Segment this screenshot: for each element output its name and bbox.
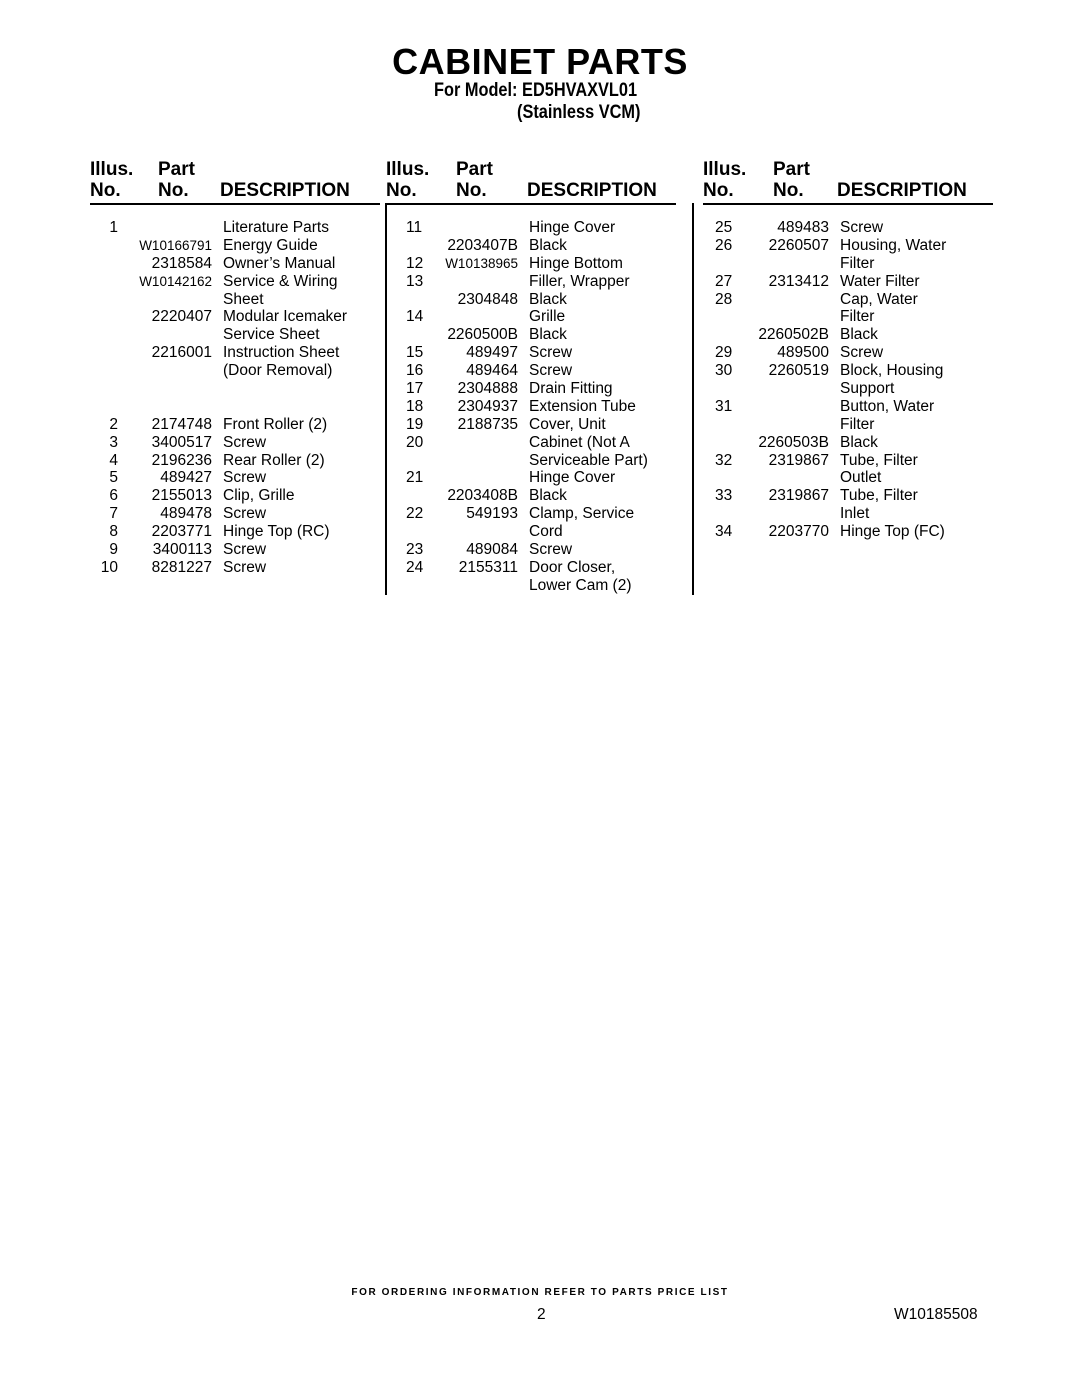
table-row (386, 308, 676, 326)
header-description: DESCRIPTION (220, 180, 350, 201)
table-row (90, 219, 380, 237)
table-row (703, 291, 993, 309)
part-description: Black (840, 433, 878, 451)
header-part: Part (456, 159, 493, 180)
table-row (386, 291, 676, 309)
part-description: Service Sheet (223, 326, 320, 344)
part-description: Filter (840, 254, 875, 272)
part-number: W10142162 (139, 273, 212, 289)
part-number: 2318584 (151, 254, 212, 272)
part-number: 2260502B (758, 326, 829, 344)
part-number: 3400113 (152, 541, 212, 559)
part-description: Modular Icemaker (223, 308, 348, 326)
illus-number: 26 (715, 236, 733, 254)
table-row (90, 434, 380, 452)
column-header (386, 157, 676, 205)
header-part-no: No. (773, 180, 804, 201)
table-row (386, 505, 676, 523)
part-description: (Door Removal) (223, 362, 333, 380)
part-description: Support (840, 380, 895, 398)
part-description: Hinge Top (FC) (840, 523, 945, 541)
part-description: Filter (840, 308, 875, 326)
part-description: Clip, Grille (223, 487, 295, 505)
table-row (90, 398, 380, 416)
part-description: Hinge Bottom (529, 254, 623, 272)
table-row (90, 469, 380, 487)
part-number: 2203771 (151, 523, 212, 541)
part-description: Clamp, Service (529, 505, 635, 523)
illus-number: 33 (715, 487, 733, 505)
part-number: 489500 (777, 344, 829, 362)
part-number: 2203408B (447, 487, 518, 505)
parts-column-1 (90, 157, 380, 577)
illus-number: 9 (109, 541, 118, 559)
illus-number: 28 (715, 290, 733, 308)
table-row (90, 487, 380, 505)
part-number: 2304888 (457, 380, 518, 398)
part-description: Instruction Sheet (223, 344, 340, 362)
part-description: Screw (223, 433, 267, 451)
parts-column-2 (386, 157, 676, 595)
part-number: 2304937 (457, 397, 518, 415)
part-description: Cap, Water (840, 290, 918, 308)
part-number: 2319867 (768, 487, 829, 505)
table-row (386, 416, 676, 434)
table-row (386, 577, 676, 595)
model-subtitle: For Model: ED5HVAXVL01 (434, 80, 638, 101)
illus-number: 15 (406, 344, 424, 362)
part-description: Black (529, 487, 567, 505)
table-row (703, 505, 993, 523)
table-row (90, 380, 380, 398)
illus-number: 11 (406, 219, 423, 236)
table-row (703, 326, 993, 344)
part-number: 2260500B (447, 326, 518, 344)
part-number: 2203407B (447, 236, 518, 254)
header-illus: Illus. (90, 159, 134, 180)
part-description: Hinge Top (RC) (223, 523, 330, 541)
part-description: Extension Tube (529, 397, 636, 415)
part-description: Filter (840, 415, 875, 433)
table-row (703, 362, 993, 380)
part-number: 489084 (466, 541, 518, 559)
part-number: 2313412 (768, 272, 829, 290)
part-description: Tube, Filter (840, 487, 918, 505)
table-row (703, 469, 993, 487)
part-description: Water Filter (840, 272, 920, 290)
page-number: 2 (537, 1306, 546, 1323)
document-number: W10185508 (894, 1306, 978, 1323)
part-description: Outlet (840, 469, 882, 487)
part-description: Screw (529, 541, 573, 559)
part-description: Housing, Water (840, 236, 947, 254)
table-row (386, 523, 676, 541)
table-row (90, 273, 380, 291)
illus-number: 21 (406, 469, 424, 487)
header-illus: Illus. (386, 159, 430, 180)
column-divider (692, 203, 694, 595)
table-row (90, 416, 380, 434)
part-number: 2155013 (151, 487, 212, 505)
table-row (386, 559, 676, 577)
table-row (90, 505, 380, 523)
table-row (90, 559, 380, 577)
part-description: Tube, Filter (840, 451, 918, 469)
illus-number: 31 (715, 397, 733, 415)
part-description: Cord (529, 523, 563, 541)
table-row (386, 469, 676, 487)
part-description: Door Closer, (529, 558, 616, 576)
column-header (90, 157, 380, 205)
part-description: Grille (529, 308, 566, 326)
part-description: Sheet (223, 290, 264, 308)
part-description: Screw (840, 344, 884, 362)
part-number: 2174748 (151, 415, 212, 433)
finish-subtitle: (Stainless VCM) (517, 102, 641, 123)
table-row (386, 362, 676, 380)
table-row (386, 434, 676, 452)
part-description: Front Roller (2) (223, 415, 328, 433)
part-description: Button, Water (840, 397, 935, 415)
table-row (90, 362, 380, 380)
illus-number: 17 (406, 380, 424, 398)
part-description: Screw (223, 558, 267, 576)
part-description: Cabinet (Not A (529, 433, 630, 451)
part-description: Black (529, 326, 567, 344)
part-number: 2155311 (458, 558, 518, 576)
header-part-no: No. (456, 180, 487, 201)
illus-number: 18 (406, 397, 424, 415)
part-number: 489497 (466, 344, 518, 362)
part-number: 2304848 (457, 290, 518, 308)
part-number: 2260507 (768, 236, 829, 254)
part-number: 2203770 (768, 523, 829, 541)
table-row (386, 326, 676, 344)
illus-number: 3 (109, 433, 118, 451)
illus-number: 2 (109, 415, 118, 433)
illus-number: 14 (406, 308, 424, 326)
part-number: 489427 (160, 469, 212, 487)
part-number: 489478 (160, 505, 212, 523)
header-illus-no: No. (90, 180, 121, 201)
ordering-note: FOR ORDERING INFORMATION REFER TO PARTS PRICE LIST (351, 1287, 729, 1298)
illus-number: 30 (715, 362, 733, 380)
part-description: Serviceable Part) (529, 451, 648, 469)
part-number: 2188735 (457, 415, 518, 433)
part-description: Block, Housing (840, 362, 944, 380)
parts-rows (703, 205, 993, 541)
table-row (90, 255, 380, 273)
table-row (386, 398, 676, 416)
part-description: Literature Parts (223, 219, 329, 236)
part-description: Hinge Cover (529, 469, 616, 487)
illus-number: 20 (406, 433, 424, 451)
illus-number: 13 (406, 272, 424, 290)
table-row (703, 344, 993, 362)
table-row (386, 344, 676, 362)
illus-number: 8 (109, 523, 118, 541)
table-row (703, 219, 993, 237)
table-row (386, 237, 676, 255)
table-row (386, 273, 676, 291)
part-description: Cover, Unit (529, 415, 606, 433)
table-row (703, 380, 993, 398)
part-description: Screw (223, 469, 267, 487)
part-number: 2216001 (151, 344, 212, 362)
illus-number: 29 (715, 344, 733, 362)
table-row (386, 452, 676, 470)
part-description: Rear Roller (2) (223, 451, 325, 469)
part-description: Screw (223, 505, 267, 523)
part-number: 549193 (466, 505, 518, 523)
part-number: 489483 (777, 219, 829, 236)
illus-number: 16 (406, 362, 424, 380)
part-description: Energy Guide (223, 236, 318, 254)
part-description: Black (529, 236, 567, 254)
illus-number: 4 (109, 451, 118, 469)
table-row (90, 326, 380, 344)
parts-rows (386, 205, 676, 595)
header-illus: Illus. (703, 159, 747, 180)
part-description: Black (840, 326, 878, 344)
header-part: Part (158, 159, 195, 180)
illus-number: 22 (406, 505, 424, 523)
table-row (90, 452, 380, 470)
parts-rows (90, 205, 380, 577)
part-description: Owner’s Manual (223, 254, 336, 272)
illus-number: 19 (406, 415, 424, 433)
part-description: Lower Cam (2) (529, 576, 632, 594)
table-row (703, 237, 993, 255)
part-description: Inlet (840, 505, 870, 523)
illus-number: 32 (715, 451, 733, 469)
header-illus-no: No. (703, 180, 734, 201)
part-description: Screw (529, 344, 573, 362)
table-row (386, 255, 676, 273)
illus-number: 34 (715, 523, 733, 541)
illus-number: 27 (715, 272, 733, 290)
table-row (386, 541, 676, 559)
part-number: 2319867 (768, 451, 829, 469)
table-row (703, 273, 993, 291)
header-description: DESCRIPTION (837, 180, 967, 201)
illus-number: 24 (406, 558, 424, 576)
illus-number: 12 (406, 254, 424, 272)
illus-number: 1 (109, 219, 118, 236)
parts-column-3 (703, 157, 993, 541)
table-row (703, 398, 993, 416)
part-description: Screw (529, 362, 573, 380)
part-number: 2260519 (768, 362, 829, 380)
table-row (703, 452, 993, 470)
page-title: CABINET PARTS (392, 41, 688, 82)
header-part-no: No. (158, 180, 189, 201)
column-header (703, 157, 993, 205)
table-row (703, 434, 993, 452)
part-number: W10138965 (445, 255, 518, 271)
table-row (703, 255, 993, 273)
header-part: Part (773, 159, 810, 180)
part-description: Black (529, 290, 567, 308)
part-number: 489464 (466, 362, 518, 380)
illus-number: 7 (109, 505, 118, 523)
part-number: 2220407 (151, 308, 212, 326)
column-divider (385, 203, 387, 595)
header-illus-no: No. (386, 180, 417, 201)
illus-number: 10 (100, 558, 118, 576)
table-row (90, 523, 380, 541)
table-row (90, 344, 380, 362)
header-description: DESCRIPTION (527, 180, 657, 201)
table-row (90, 291, 380, 309)
part-number: 8281227 (151, 558, 212, 576)
table-row (386, 487, 676, 505)
table-row (90, 308, 380, 326)
illus-number: 23 (406, 541, 424, 559)
illus-number: 6 (109, 487, 118, 505)
illus-number: 5 (109, 469, 118, 487)
part-description: Service & Wiring (223, 272, 338, 290)
table-row (703, 523, 993, 541)
table-row (703, 416, 993, 434)
part-description: Screw (223, 541, 267, 559)
table-row (90, 541, 380, 559)
illus-number: 25 (715, 219, 733, 236)
part-description: Hinge Cover (529, 219, 616, 236)
table-row (703, 308, 993, 326)
part-description: Screw (840, 219, 884, 236)
table-row (90, 237, 380, 255)
part-number: 3400517 (151, 433, 212, 451)
table-row (703, 487, 993, 505)
part-description: Filler, Wrapper (529, 272, 630, 290)
table-row (386, 219, 676, 237)
table-row (386, 380, 676, 398)
part-number: 2196236 (151, 451, 212, 469)
part-number: 2260503B (758, 433, 829, 451)
part-number: W10166791 (139, 237, 212, 253)
part-description: Drain Fitting (529, 380, 613, 398)
